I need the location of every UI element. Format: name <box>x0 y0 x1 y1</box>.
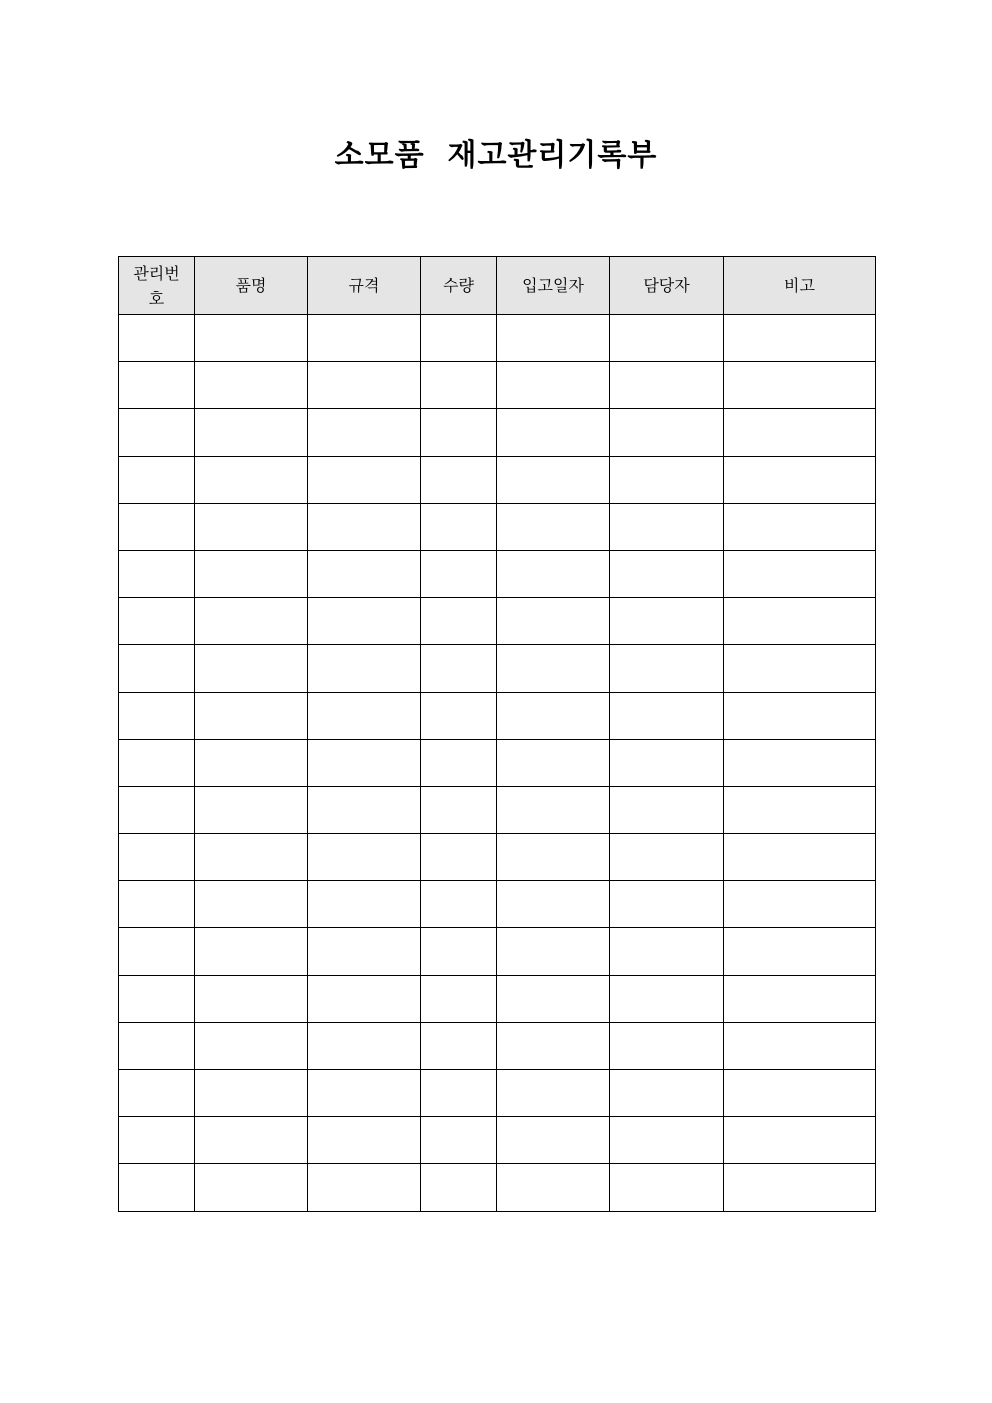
cell-quantity[interactable] <box>421 692 497 739</box>
cell-quantity[interactable] <box>421 645 497 692</box>
cell-specification[interactable] <box>308 362 421 409</box>
cell-quantity[interactable] <box>421 834 497 881</box>
cell-quantity[interactable] <box>421 409 497 456</box>
table-row <box>119 456 876 503</box>
cell-receipt-date[interactable] <box>497 928 610 975</box>
cell-manager[interactable] <box>610 598 724 645</box>
cell-management-number[interactable] <box>119 315 195 362</box>
cell-specification[interactable] <box>308 315 421 362</box>
cell-specification[interactable] <box>308 881 421 928</box>
cell-quantity[interactable] <box>421 1117 497 1164</box>
cell-manager[interactable] <box>610 739 724 786</box>
cell-management-number[interactable] <box>119 550 195 597</box>
cell-receipt-date[interactable] <box>497 1022 610 1069</box>
header-label: 관리번호 <box>133 263 180 308</box>
cell-specification[interactable] <box>308 975 421 1022</box>
cell-specification[interactable] <box>308 456 421 503</box>
cell-item-name[interactable] <box>195 692 308 739</box>
cell-quantity[interactable] <box>421 786 497 833</box>
cell-specification[interactable] <box>308 786 421 833</box>
table-row <box>119 503 876 550</box>
cell-quantity[interactable] <box>421 1022 497 1069</box>
cell-item-name[interactable] <box>195 786 308 833</box>
cell-item-name[interactable] <box>195 362 308 409</box>
cell-item-name[interactable] <box>195 1117 308 1164</box>
cell-receipt-date[interactable] <box>497 1164 610 1211</box>
cell-item-name[interactable] <box>195 503 308 550</box>
document-title: 소모품 재고관리기록부 <box>334 138 658 173</box>
header-quantity: 수량 <box>421 257 497 315</box>
cell-specification[interactable] <box>308 645 421 692</box>
cell-management-number[interactable] <box>119 1117 195 1164</box>
cell-management-number[interactable] <box>119 692 195 739</box>
cell-management-number[interactable] <box>119 881 195 928</box>
cell-manager[interactable] <box>610 315 724 362</box>
cell-manager[interactable] <box>610 456 724 503</box>
cell-manager[interactable] <box>610 550 724 597</box>
table-row <box>119 1164 876 1211</box>
cell-receipt-date[interactable] <box>497 503 610 550</box>
header-receipt-date: 입고일자 <box>497 257 610 315</box>
cell-receipt-date[interactable] <box>497 786 610 833</box>
cell-manager[interactable] <box>610 928 724 975</box>
cell-specification[interactable] <box>308 1117 421 1164</box>
cell-specification[interactable] <box>308 1164 421 1211</box>
cell-remarks[interactable] <box>724 1164 876 1211</box>
table-body <box>119 315 876 1212</box>
cell-remarks[interactable] <box>724 456 876 503</box>
cell-quantity[interactable] <box>421 315 497 362</box>
cell-receipt-date[interactable] <box>497 739 610 786</box>
cell-quantity[interactable] <box>421 550 497 597</box>
cell-receipt-date[interactable] <box>497 456 610 503</box>
cell-receipt-date[interactable] <box>497 1070 610 1117</box>
header-manager: 담당자 <box>610 257 724 315</box>
cell-item-name[interactable] <box>195 598 308 645</box>
table-row <box>119 1022 876 1069</box>
cell-management-number[interactable] <box>119 503 195 550</box>
cell-specification[interactable] <box>308 550 421 597</box>
cell-receipt-date[interactable] <box>497 315 610 362</box>
cell-remarks[interactable] <box>724 503 876 550</box>
cell-manager[interactable] <box>610 1164 724 1211</box>
cell-item-name[interactable] <box>195 834 308 881</box>
table-row <box>119 409 876 456</box>
cell-management-number[interactable] <box>119 1070 195 1117</box>
cell-management-number[interactable] <box>119 928 195 975</box>
header-remarks: 비고 <box>724 257 876 315</box>
cell-receipt-date[interactable] <box>497 645 610 692</box>
header-management-number <box>119 257 195 315</box>
table-row <box>119 881 876 928</box>
cell-remarks[interactable] <box>724 834 876 881</box>
cell-remarks[interactable] <box>724 975 876 1022</box>
cell-remarks[interactable] <box>724 645 876 692</box>
table-row <box>119 550 876 597</box>
table-row <box>119 362 876 409</box>
cell-manager[interactable] <box>610 362 724 409</box>
cell-remarks[interactable] <box>724 1117 876 1164</box>
cell-specification[interactable] <box>308 1022 421 1069</box>
cell-specification[interactable] <box>308 503 421 550</box>
cell-manager[interactable] <box>610 503 724 550</box>
cell-quantity[interactable] <box>421 739 497 786</box>
cell-quantity[interactable] <box>421 1070 497 1117</box>
cell-manager[interactable] <box>610 692 724 739</box>
cell-item-name[interactable] <box>195 1022 308 1069</box>
table-row <box>119 834 876 881</box>
table-row <box>119 1070 876 1117</box>
cell-management-number[interactable] <box>119 1022 195 1069</box>
cell-quantity[interactable] <box>421 1164 497 1211</box>
cell-quantity[interactable] <box>421 975 497 1022</box>
header-row <box>119 257 876 315</box>
cell-management-number[interactable] <box>119 1164 195 1211</box>
cell-management-number[interactable] <box>119 362 195 409</box>
cell-management-number[interactable] <box>119 456 195 503</box>
table-row <box>119 786 876 833</box>
cell-management-number[interactable] <box>119 598 195 645</box>
cell-remarks[interactable] <box>724 598 876 645</box>
table-row <box>119 598 876 645</box>
cell-management-number[interactable] <box>119 834 195 881</box>
cell-item-name[interactable] <box>195 409 308 456</box>
table-row <box>119 645 876 692</box>
cell-quantity[interactable] <box>421 503 497 550</box>
cell-specification[interactable] <box>308 598 421 645</box>
cell-item-name[interactable] <box>195 315 308 362</box>
cell-remarks[interactable] <box>724 739 876 786</box>
cell-specification[interactable] <box>308 834 421 881</box>
cell-quantity[interactable] <box>421 881 497 928</box>
cell-manager[interactable] <box>610 881 724 928</box>
cell-management-number[interactable] <box>119 786 195 833</box>
header-item-name: 품명 <box>195 257 308 315</box>
cell-receipt-date[interactable] <box>497 834 610 881</box>
cell-item-name[interactable] <box>195 550 308 597</box>
cell-manager[interactable] <box>610 1070 724 1117</box>
cell-manager[interactable] <box>610 975 724 1022</box>
cell-management-number[interactable] <box>119 645 195 692</box>
cell-receipt-date[interactable] <box>497 975 610 1022</box>
cell-remarks[interactable] <box>724 1070 876 1117</box>
cell-quantity[interactable] <box>421 928 497 975</box>
cell-remarks[interactable] <box>724 786 876 833</box>
cell-manager[interactable] <box>610 409 724 456</box>
cell-quantity[interactable] <box>421 362 497 409</box>
cell-remarks[interactable] <box>724 881 876 928</box>
cell-manager[interactable] <box>610 1022 724 1069</box>
cell-manager[interactable] <box>610 645 724 692</box>
cell-management-number[interactable] <box>119 739 195 786</box>
cell-receipt-date[interactable] <box>497 409 610 456</box>
cell-item-name[interactable] <box>195 739 308 786</box>
cell-remarks[interactable] <box>724 692 876 739</box>
cell-remarks[interactable] <box>724 928 876 975</box>
inventory-table <box>118 256 876 1212</box>
cell-item-name[interactable] <box>195 1164 308 1211</box>
cell-receipt-date[interactable] <box>497 692 610 739</box>
cell-receipt-date[interactable] <box>497 362 610 409</box>
table-row <box>119 739 876 786</box>
table-row <box>119 1117 876 1164</box>
table-row <box>119 928 876 975</box>
header-specification: 규격 <box>308 257 421 315</box>
table-row <box>119 315 876 362</box>
cell-specification[interactable] <box>308 1070 421 1117</box>
cell-item-name[interactable] <box>195 645 308 692</box>
cell-receipt-date[interactable] <box>497 1117 610 1164</box>
cell-manager[interactable] <box>610 834 724 881</box>
table-row <box>119 975 876 1022</box>
cell-quantity[interactable] <box>421 598 497 645</box>
cell-remarks[interactable] <box>724 362 876 409</box>
cell-remarks[interactable] <box>724 550 876 597</box>
cell-specification[interactable] <box>308 928 421 975</box>
cell-item-name[interactable] <box>195 1070 308 1117</box>
cell-specification[interactable] <box>308 739 421 786</box>
table-row <box>119 692 876 739</box>
cell-item-name[interactable] <box>195 881 308 928</box>
cell-quantity[interactable] <box>421 456 497 503</box>
cell-item-name[interactable] <box>195 928 308 975</box>
cell-item-name[interactable] <box>195 456 308 503</box>
cell-receipt-date[interactable] <box>497 598 610 645</box>
cell-manager[interactable] <box>610 1117 724 1164</box>
cell-manager[interactable] <box>610 786 724 833</box>
cell-remarks[interactable] <box>724 409 876 456</box>
cell-receipt-date[interactable] <box>497 550 610 597</box>
cell-specification[interactable] <box>308 692 421 739</box>
cell-management-number[interactable] <box>119 409 195 456</box>
cell-receipt-date[interactable] <box>497 881 610 928</box>
cell-item-name[interactable] <box>195 975 308 1022</box>
cell-remarks[interactable] <box>724 1022 876 1069</box>
cell-specification[interactable] <box>308 409 421 456</box>
cell-management-number[interactable] <box>119 975 195 1022</box>
cell-remarks[interactable] <box>724 315 876 362</box>
